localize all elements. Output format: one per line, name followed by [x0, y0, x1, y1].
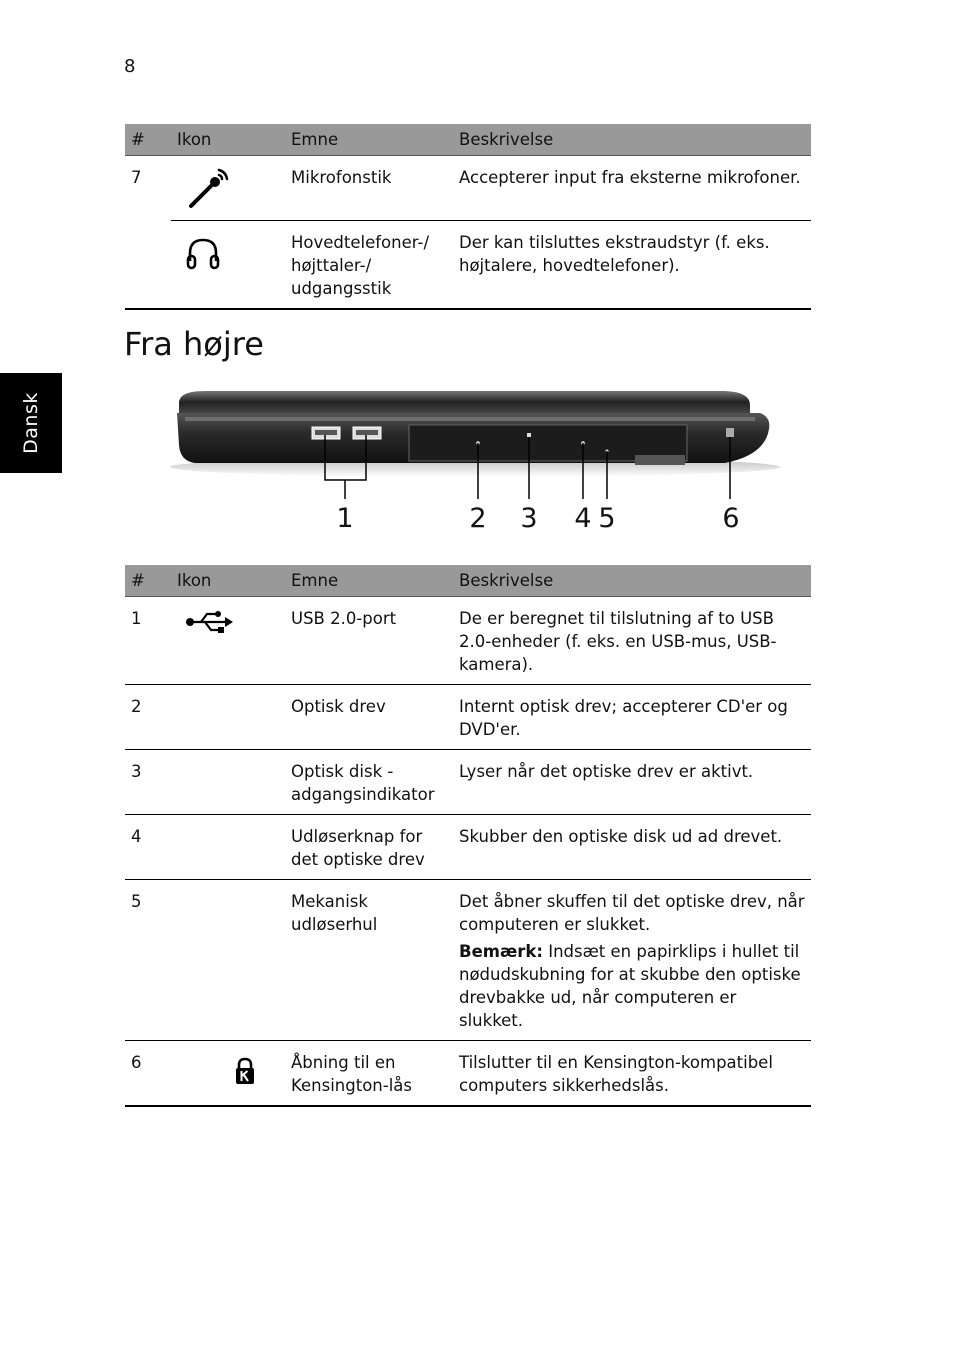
row-subject: Åbning til en Kensington-lås — [285, 1041, 453, 1107]
callout-2: 2 — [469, 503, 487, 534]
callout-4: 4 — [574, 503, 592, 534]
table-header-row — [125, 565, 811, 597]
row-description: Tilslutter til en Kensington-kompatibel computers sikkerhedslås. — [453, 1041, 811, 1107]
header-description: Beskrivelse — [453, 124, 811, 156]
language-side-tab — [0, 373, 62, 473]
row-subject: Hovedtelefoner-/ højttaler-/ udgangsstik — [285, 221, 453, 310]
row-description: Accepterer input fra eksterne mikrofoner. — [453, 156, 811, 221]
row-description: De er beregnet til tilslutning af to USB 2.0-enheder (f. eks. en USB-mus, USB-kamera). — [453, 597, 811, 685]
callout-5: 5 — [598, 503, 616, 534]
row-description: Internt optisk drev; accepterer CD'er og DVD'er. — [453, 685, 811, 750]
row-subject: USB 2.0-port — [285, 597, 453, 685]
section-title: Fra højre — [124, 325, 264, 363]
table-header-row — [125, 124, 811, 156]
row-description: Skubber den optiske disk ud ad drevet. — [453, 815, 811, 880]
header-icon: Ikon — [171, 124, 285, 156]
side-tab-label: Dansk — [20, 392, 42, 454]
header-subject: Emne — [285, 124, 453, 156]
row-subject: Optisk disk - adgangsindikator — [285, 750, 453, 815]
row-subject: Mikrofonstik — [285, 156, 453, 221]
row-description: Der kan tilsluttes ekstraudstyr (f. eks. højtalere, hovedtelefoner). — [453, 221, 811, 310]
table-row — [125, 750, 811, 815]
table-row — [125, 156, 811, 221]
usb-icon — [185, 609, 279, 635]
table-row — [125, 815, 811, 880]
table-row — [125, 880, 811, 1041]
table-row — [125, 221, 811, 310]
headphones-icon — [185, 237, 279, 271]
table-row — [125, 1041, 811, 1107]
note-label: Bemærk: — [459, 942, 543, 961]
callout-6: 6 — [722, 503, 740, 534]
header-num: # — [125, 124, 171, 156]
kensington-lock-icon — [234, 1057, 279, 1085]
note — [459, 940, 805, 1032]
ports-table-top — [125, 124, 811, 310]
laptop-right-side-illustration — [165, 385, 785, 485]
header-subject: Emne — [285, 565, 453, 597]
header-description: Beskrivelse — [453, 565, 811, 597]
table-row — [125, 685, 811, 750]
row-num: 6 — [125, 1041, 171, 1107]
row-num: 7 — [131, 168, 142, 187]
row-num: 3 — [125, 750, 171, 815]
row-num: 4 — [125, 815, 171, 880]
row-description: Det åbner skuffen til det optiske drev, når computeren er slukket. — [459, 892, 805, 934]
ports-table-right — [125, 565, 811, 1107]
row-subject: Udløserknap for det optiske drev — [285, 815, 453, 880]
microphone-icon — [185, 166, 279, 212]
row-subject: Optisk drev — [285, 685, 453, 750]
note-text: Indsæt en papirklips i hullet til nødudskubning for at skubbe den optiske drevbakke ud, når computeren er slukket. — [459, 942, 801, 1030]
callout-1: 1 — [336, 503, 354, 534]
row-num: 5 — [125, 880, 171, 1041]
callout-3: 3 — [520, 503, 538, 534]
row-description: Lyser når det optiske drev er aktivt. — [453, 750, 811, 815]
row-num — [125, 221, 171, 310]
table-row — [125, 597, 811, 685]
row-num: 2 — [125, 685, 171, 750]
row-num: 1 — [125, 597, 171, 685]
header-num: # — [125, 565, 171, 597]
callout-leader-lines — [165, 485, 785, 501]
header-icon: Ikon — [171, 565, 285, 597]
page-number: 8 — [124, 56, 136, 77]
row-subject: Mekanisk udløserhul — [285, 880, 453, 1041]
